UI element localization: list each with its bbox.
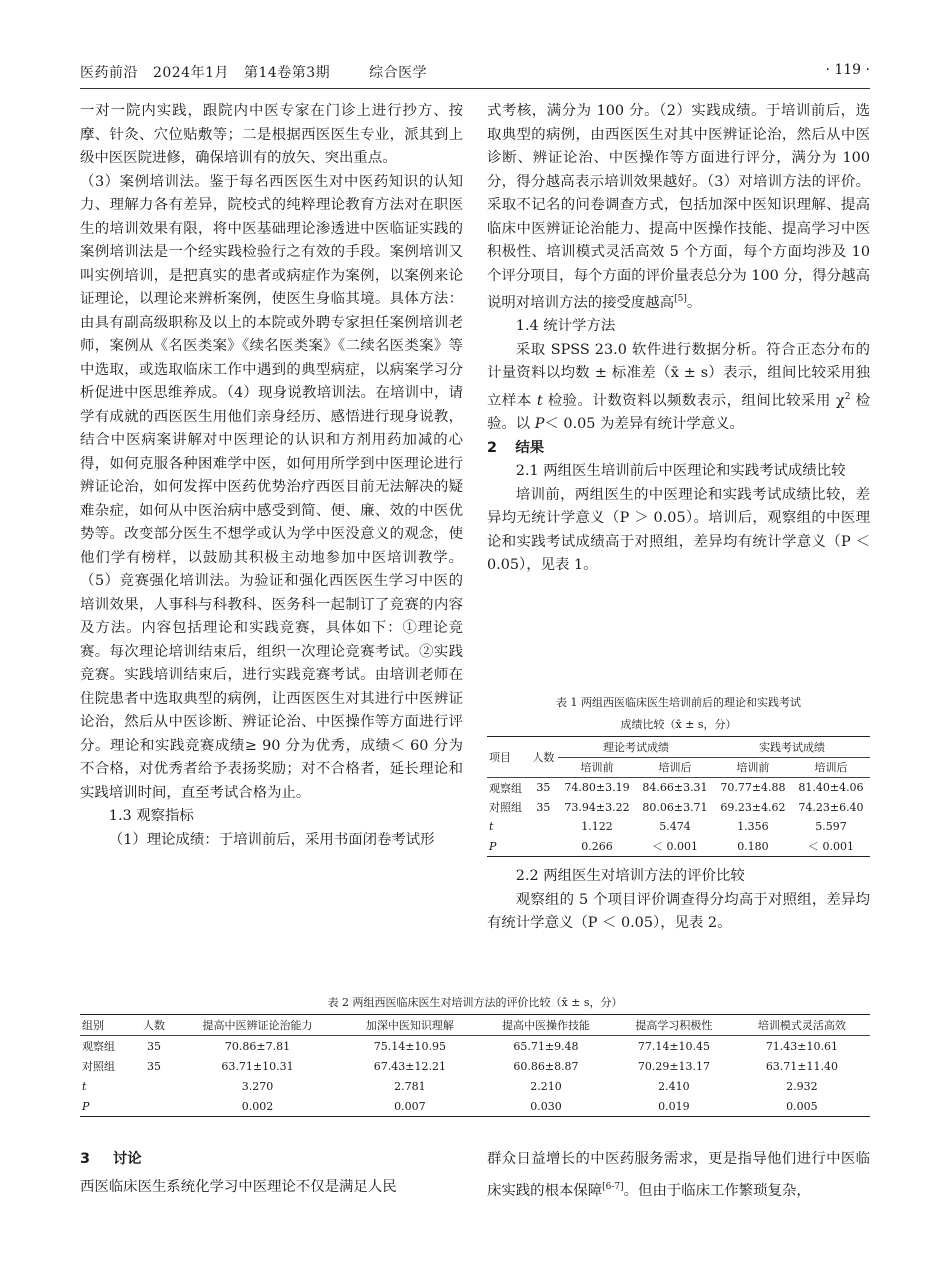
table-header: 培训前 <box>736 761 770 775</box>
page-number: · 119 · <box>825 62 870 78</box>
table-caption: 表 2 两组西医临床医生对培训方法的评价比较（x̄ ± s，分） <box>327 996 623 1009</box>
paragraph: 培训前，两组医生的中医理论和实践考试成绩比较，差异均无统计学意义（P ＞ 0.05）。培训后，观察组的中医理论和实践考试成绩高于对照组，差异均有统计学意义（P ＜ 0.05），见表 1。 <box>487 486 870 574</box>
journal-name: 医药前沿 <box>80 65 138 81</box>
discussion-right <box>487 1145 870 1205</box>
table-row: 观察组 35 74.80±3.19 84.66±3.31 70.77±4.88 81.40±4.06 <box>489 781 864 795</box>
section-heading: 3 讨论 <box>80 1151 142 1167</box>
section-heading: 2.2 两组医生对培训方法的评价比较 <box>515 868 745 884</box>
paragraph: 采取 SPSS 23.0 软件进行数据分析。符合正态分布的计量资料以均数 ± 标准差（x̄ ± s）表示，组间比较采用独立样本 t 检验。计数资料以频数表示，组间比较采用 $\chi^2$ 检验。以 P＜ 0.05 为差异有统计学意义。 <box>487 341 870 433</box>
paragraph: 一对一院内实践，跟院内中医专家在门诊上进行抄方、按摩、针灸、穴位贴敷等；二是根据西医医生专业，派其到上级中医医院进修，确保培训有的放矢、突出重点。 <box>80 103 463 166</box>
citation[interactable]: [6-7] <box>602 1182 624 1192</box>
table-header: 人数 <box>142 1019 165 1032</box>
paragraph: 群众日益增长的中医药服务需求，更是指导他们进行中医临床实践的根本保障[6-7]。但由于临床工作繁琐复杂， <box>487 1151 870 1199</box>
journal-info <box>80 62 437 82</box>
discussion-left <box>80 1145 463 1201</box>
table-caption: 成绩比较（x̄ ± s，分） <box>620 718 737 731</box>
running-header <box>80 62 870 84</box>
paragraph: 西医临床医生系统化学习中医理论不仅是满足人民 <box>80 1179 397 1195</box>
table-header: 提高中医辨证论治能力 <box>202 1019 313 1032</box>
table-row: t 1.122 5.474 1.356 5.597 <box>489 820 847 834</box>
section-heading: 1.3 观察指标 <box>108 808 194 824</box>
table-header: 组别 <box>82 1019 104 1032</box>
table <box>487 736 870 857</box>
table-header: 加深中医知识理解 <box>365 1019 454 1032</box>
table-header: 实践考试成绩 <box>714 737 870 758</box>
table-header: 培训后 <box>658 761 692 775</box>
table-row: 对照组 35 73.94±3.22 80.06±3.71 69.23±4.62 74.23±6.40 <box>489 800 864 815</box>
section-heading: 1.4 统计学方法 <box>515 318 616 335</box>
volume-issue: 第14卷第3期 <box>243 65 331 81</box>
section-heading: 2 结果 <box>487 439 545 456</box>
header-rule <box>80 88 870 89</box>
paragraph: （3）案例培训法。鉴于每名西医医生对中医药知识的认知力、理解力各有差异，院校式的纯粹理论教育方法对在职医生的培训效果有限，将中医基础理论渗透进中医临证实践的案例培训法是一个经实践检验行之有效的手段。案例培训又叫实例培训，是把真实的患者或病症作为案例，以案例来论证理论，以理论来辨析案例，使医生身临其境。具体方法：由具有副高级职称及以上的本院或外聘专家担任案例培训老师，案例从《名医类案》《续名医类案》《二续名医类案》等中选取，或选取临床工作中遇到的典型病症，以病案学习分析促进中医思维养成。（4）现身说教培训法。在培训中，请学有成就的西医医生用他们亲身经历、感悟进行现身说教，结合中医病案讲解对中医理论的认识和方剂用药加减的心得，如何克服各种困难学中医，如何用所学到中医理论进行辨证论治，如何发挥中医药优势治疗西医目前无法解决的疑难杂症，如何从中医治病中感受到简、便、廉、效的中医优势等。改变部分医生不想学或认为学中医没意义的观念，使他们学有榜样，以鼓励其积极主动地参加中医培训教学。（5）竞赛强化培训法。为验证和强化西医医生学习中医的培训效果，人事科与科教科、医务科一起制订了竞赛的内容及方法。内容包括理论和实践竞赛，具体如下：①理论竞赛。每次理论培训结束后，组织一次理论竞赛考试。②实践竞赛。实践培训结束后，进行实践竞赛考试。由培训老师在住院患者中选取典型的病例，让西医医生对其进行中医辨证论治，然后从中医诊断、辨证论治、中医操作等方面进行评分。理论和实践竞赛成绩≥ 90 分为优秀，成绩＜ 60 分为不合格，对优秀者给予表扬奖励；对不合格者，延长理论和实践培训时间，直至考试合格为止。 <box>80 173 463 801</box>
left-column <box>80 100 463 852</box>
paragraph: （1）理论成绩：于培训前后，采用书面闭卷考试形 <box>108 831 435 848</box>
table-header: 提高中医操作技能 <box>501 1019 590 1032</box>
citation[interactable]: [5] <box>674 294 687 304</box>
table-row: P 0.266 ＜ 0.001 0.180 ＜ 0.001 <box>487 837 870 857</box>
table-row: t 3.270 2.781 2.210 2.410 2.932 <box>82 1079 818 1093</box>
table-2 <box>80 992 870 1117</box>
table <box>80 1014 870 1117</box>
table-header: 培训前 <box>580 761 614 775</box>
section-name: 综合医学 <box>369 65 428 81</box>
table-header: 理论考试成绩 <box>558 737 714 758</box>
table-1 <box>487 692 870 857</box>
paragraph: 式考核，满分为 100 分。（2）实践成绩。于培训前后，选取典型的病例，由西医医生对其中医辨证论治，然后从中医诊断、辨证论治、中医操作等方面进行评分，满分为 100 分，得分越高表示培训效果越好。（3）对培训方法的评价。采取不记名的问卷调查方式，包括加深中医知识理解、提高临床中医辨证论治能力、提高中医操作技能、提高学习中医积极性、培训模式灵活高效 5 个方面，每个方面均涉及 10 个评分项目，每个方面的评价量表总分为 100 分，得分越高说明对培训方法的接受度越高[5]。 <box>487 103 870 311</box>
table-header: 人数 <box>529 737 558 778</box>
section-heading: 2.1 两组医生培训前后中医理论和实践考试成绩比较 <box>515 463 846 480</box>
table-header: 提高学习积极性 <box>635 1019 713 1032</box>
table-header: 项目 <box>487 737 529 778</box>
table-header: 培训后 <box>814 761 848 775</box>
issue-date: 2024年1月 <box>152 65 229 81</box>
table-row: P 0.002 0.007 0.030 0.019 0.005 <box>80 1096 870 1117</box>
table-caption: 表 1 两组西医临床医生培训前后的理论和实践考试 <box>556 696 801 709</box>
table-row: 观察组 35 70.86±7.81 75.14±10.95 65.71±9.48 77.14±10.45 71.43±10.61 <box>82 1039 839 1053</box>
right-column <box>487 100 870 578</box>
paragraph: 观察组的 5 个项目评价调查得分均高于对照组，差异均有统计学意义（P ＜ 0.05），见表 2。 <box>487 891 870 931</box>
table-row: 对照组 35 63.71±10.31 67.43±12.21 60.86±8.87 70.29±13.17 63.71±11.40 <box>82 1059 839 1073</box>
table-header: 培训模式灵活高效 <box>757 1019 846 1032</box>
right-column-lower <box>487 865 870 936</box>
